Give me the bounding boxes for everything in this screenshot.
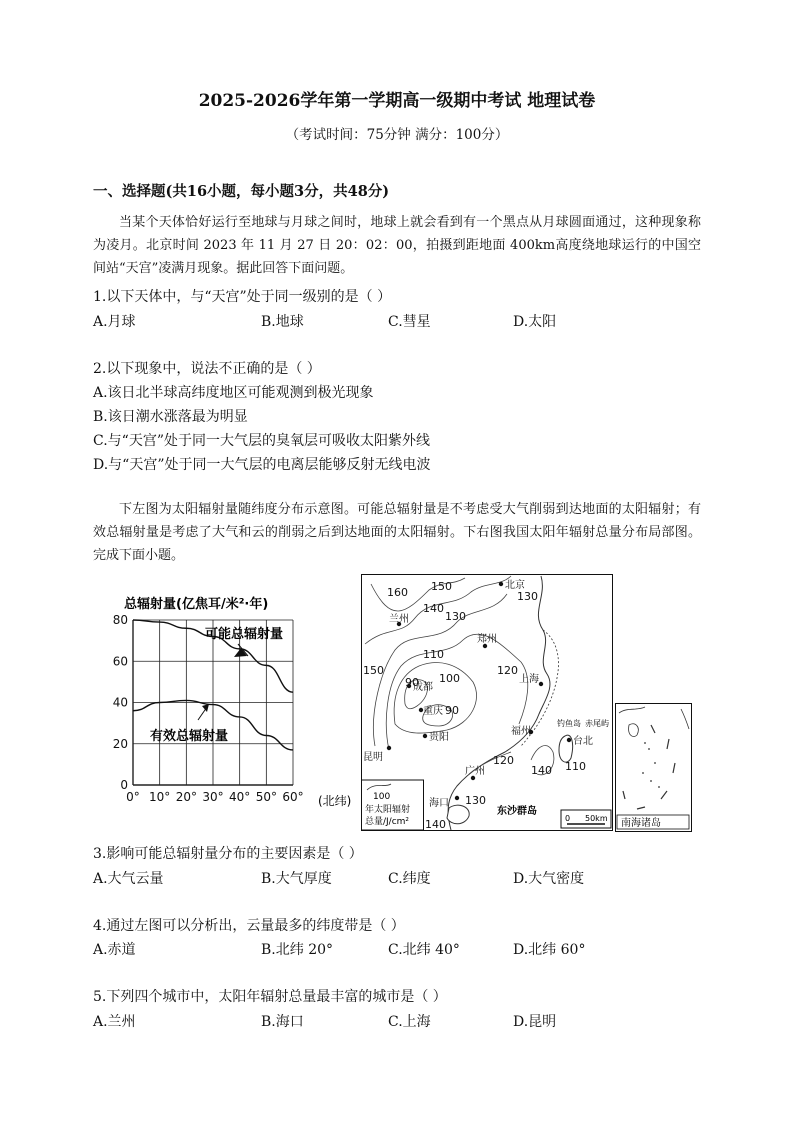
city-label-guangzhou: 广州 (465, 766, 485, 777)
section-heading: 一、选择题(共16小题，每小题3分，共48分) (93, 183, 390, 200)
x-tick-label: 50° (255, 790, 277, 804)
isoline-label: 120 (497, 664, 518, 677)
city-label-fuzhou: 福州 (511, 726, 531, 737)
y-tick-label: 20 (112, 736, 128, 751)
city-label-chongqing: 重庆 (423, 706, 443, 717)
city-label-guiyang: 贵阳 (429, 732, 449, 743)
scale-zero: 0 (565, 814, 571, 823)
question-5-option-b[interactable]: B.海口 (261, 1014, 304, 1030)
y-tick-label: 40 (112, 695, 128, 710)
question-5-option-d[interactable]: D.昆明 (513, 1014, 557, 1030)
island-label-chiwei: 赤尾屿 (585, 719, 609, 728)
legend-text-line1: 年太阳辐射 (365, 805, 411, 815)
legend-text-line2: 总量/J/cm² (365, 817, 410, 827)
chart-xlabel: (北纬) (318, 794, 352, 808)
city-label-lanzhou: 兰州 (389, 614, 409, 625)
question-1-option-d[interactable]: D.太阳 (513, 314, 557, 330)
legend-arrowhead-effective (202, 704, 209, 712)
question-3-option-c[interactable]: C.纬度 (388, 871, 431, 887)
exam-subtitle: （考试时间：75分钟 满分：100分） (285, 127, 509, 143)
question-5-stem: 5.下列四个城市中，太阳年辐射总量最丰富的城市是（ ） (93, 989, 447, 1005)
isoline-label: 120 (493, 754, 514, 767)
south-china-sea-inset (615, 703, 693, 833)
question-3-option-a[interactable]: A.大气云量 (93, 871, 164, 887)
scale-label: 50km (585, 814, 608, 823)
isoline-label: 100 (439, 672, 460, 685)
china-solar-radiation-map (361, 574, 614, 832)
legend-effective-radiation: 有效总辐射量 (150, 729, 229, 744)
question-2-option-d[interactable]: D.与“天宫”处于同一大气层的电离层能够反射无线电波 (93, 457, 431, 473)
question-4-option-c[interactable]: C.北纬 40° (388, 942, 460, 958)
legend-value: 100 (373, 792, 391, 802)
passage-2-line: 的太阳辐射；有效总辐射量是考虑了大气和云的削弱之后到达地面的太阳辐射。下右图我 (93, 502, 701, 540)
island-label-dongsha: 东沙群岛 (497, 806, 537, 817)
radiation-latitude-chart (110, 590, 355, 815)
question-2-option-c[interactable]: C.与“天宫”处于同一大气层的臭氧层可吸收太阳紫外线 (93, 433, 430, 449)
question-5-option-c[interactable]: C.上海 (388, 1014, 431, 1030)
legend-possible-radiation: 可能总辐射量 (205, 627, 284, 642)
question-1-option-c[interactable]: C.彗星 (388, 314, 431, 330)
question-4-stem: 4.通过左图可以分析出，云量最多的纬度带是（ ） (93, 918, 405, 934)
inset-label: 南海诸岛 (621, 818, 661, 829)
inset-frame (616, 704, 692, 832)
y-tick-label: 0 (120, 778, 128, 792)
question-4-option-b[interactable]: B.北纬 20° (261, 942, 334, 958)
isoline-label: 110 (565, 760, 586, 773)
x-tick-label: 20° (175, 790, 197, 804)
question-2-option-b[interactable]: B.该日潮水涨落最为明显 (93, 409, 248, 425)
isoline-label: 150 (431, 580, 452, 593)
question-1-option-a[interactable]: A.月球 (93, 314, 136, 330)
isoline-label: 130 (445, 610, 466, 623)
island-label-diaoyu: 钓鱼岛 (557, 719, 581, 728)
x-tick-label: 30° (202, 790, 224, 804)
passage-1-line: 高度绕地球运行的中国空间站“天宫”凌满月现象。据此回答下面问题。 (93, 238, 701, 276)
y-tick-label: 60 (112, 654, 128, 669)
city-label-shanghai: 上海 (519, 674, 539, 685)
city-label-zhengzhou: 郑州 (477, 634, 497, 645)
question-1-stem: 1.以下天体中，与“天宫”处于同一级别的是（ ） (93, 289, 392, 305)
isoline-label: 160 (387, 586, 408, 599)
question-4-option-a[interactable]: A.赤道 (93, 942, 136, 958)
isoline-label: 90 (445, 704, 459, 717)
passage-1-line: 过，这种现象称为凌月。北京时间 2023 年 11 月 27 日 20：02：00，拍摄到距地面 400km (93, 215, 701, 253)
x-tick-label: 60° (282, 790, 304, 804)
passage-2 (93, 498, 701, 567)
isoline-label: 150 (363, 664, 384, 677)
isoline-label: 130 (517, 590, 538, 603)
passage-2-line: 下左图为太阳辐射量随纬度分布示意图。可能总辐射量是不考虑受大气削弱到达地面 (119, 502, 609, 517)
x-tick-label: 0° (126, 790, 140, 804)
isoline-label: 90 (405, 676, 419, 689)
question-3-stem: 3.影响可能总辐射量分布的主要因素是（ ） (93, 846, 363, 862)
hainan-island (447, 805, 469, 824)
isoline-label: 140 (425, 818, 446, 831)
isoline-label: 130 (465, 794, 486, 807)
question-2-option-a[interactable]: A.该日北半球高纬度地区可能观测到极光现象 (93, 385, 374, 401)
x-tick-label: 40° (229, 790, 251, 804)
city-label-haikou: 海口 (429, 798, 449, 809)
chart-title: 总辐射量(亿焦耳/米²·年) (124, 597, 269, 612)
passage-2-line: 国太阳年辐射总量分布局部图。完成下面小题。 (93, 525, 701, 563)
inset-hainan (629, 724, 639, 737)
isoline-label: 140 (531, 764, 552, 777)
city-label-taibei: 台北 (573, 736, 593, 747)
isoline-label: 140 (423, 602, 444, 615)
passage-1 (93, 211, 701, 280)
question-3-option-b[interactable]: B.大气厚度 (261, 871, 332, 887)
passage-1-line: 当某个天体恰好运行至地球与月球之间时，地球上就会看到有一个黑点从月球圆面通 (119, 215, 609, 230)
question-1-option-b[interactable]: B.地球 (261, 314, 304, 330)
question-4-option-d[interactable]: D.北纬 60° (513, 942, 586, 958)
city-label-beijing: 北京 (505, 580, 525, 591)
city-label-kunming: 昆明 (363, 752, 383, 763)
exam-title: 2025-2026学年第一学期高一级期中考试 地理试卷 (198, 91, 596, 111)
x-tick-label: 10° (149, 790, 171, 804)
question-2-stem: 2.以下现象中，说法不正确的是（ ） (93, 361, 321, 377)
y-tick-label: 80 (112, 613, 128, 627)
question-3-option-d[interactable]: D.大气密度 (513, 871, 585, 887)
city-label-chengdu: 成都 (413, 682, 433, 693)
isoline-label: 110 (423, 648, 444, 661)
question-5-option-a[interactable]: A.兰州 (93, 1014, 136, 1030)
